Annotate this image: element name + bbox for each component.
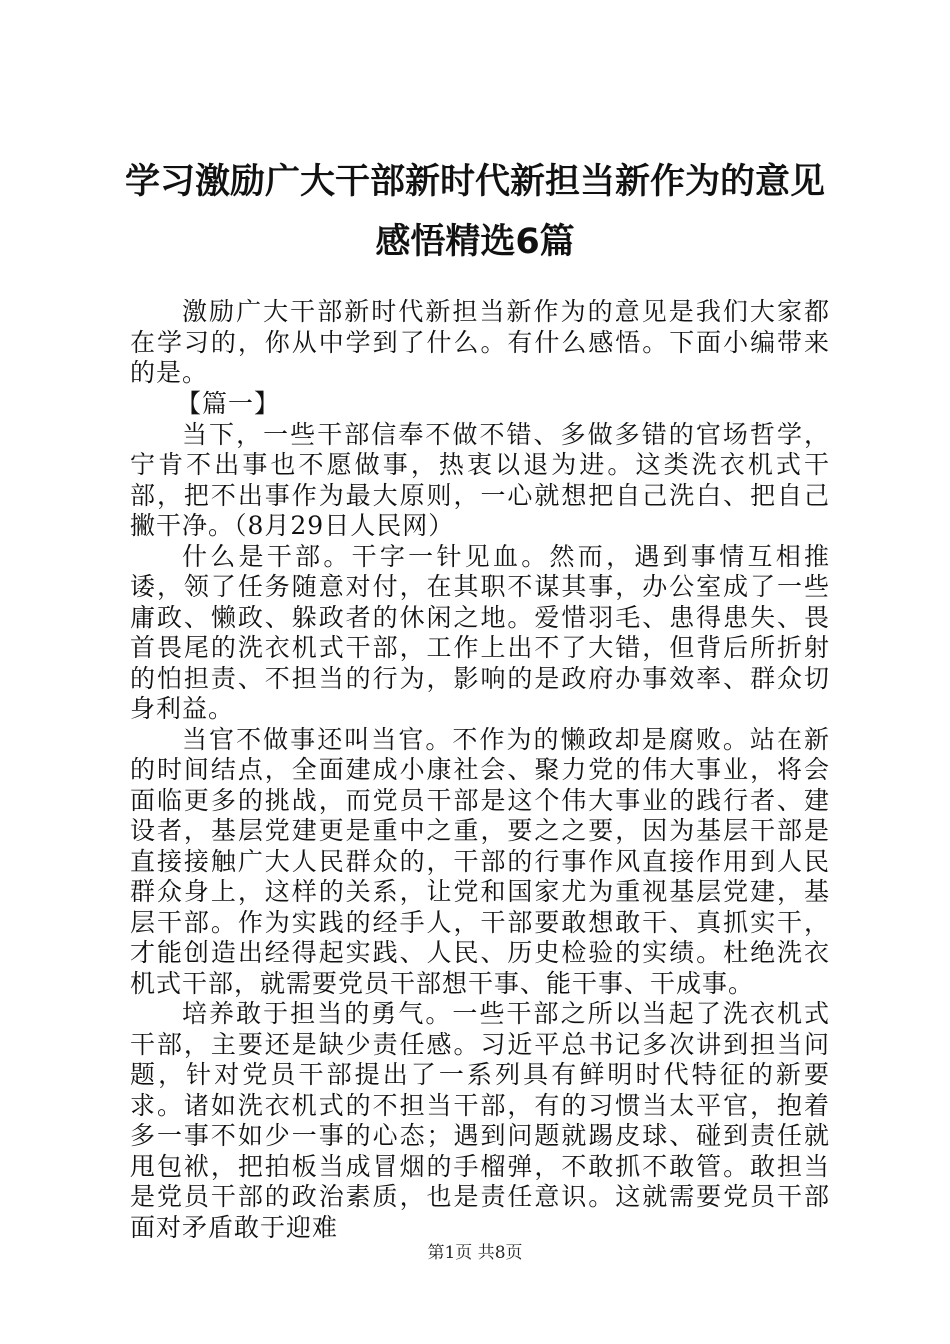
- body-paragraph: 什么是干部。干字一针见血。然而，遇到事情互相推诿，领了任务随意对付，在其职不谋其事，办公室成了一些庸政、懒政、躲政者的休闲之地。爱惜羽毛、患得患失、畏首畏尾的洗衣机式干部，工作上出不了大错，但背后所折射的怕担责、不担当的行为，影响的是政府办事效率、群众切身利益。: [130, 541, 830, 723]
- document-title-line-2: 感悟精选6篇: [375, 222, 575, 262]
- intro-paragraph: 激励广大干部新时代新担当新作为的意见是我们大家都在学习的，你从中学到了什么。有什么感悟。下面小编带来的是。: [130, 297, 830, 387]
- page-footer: [0, 1243, 950, 1263]
- body-paragraph: 培养敢于担当的勇气。一些干部之所以当起了洗衣机式干部，主要还是缺少责任感。习近平总书记多次讲到担当问题，针对党员干部提出了一系列具有鲜明时代特征的新要求。诸如洗衣机式的不担当干部，有的习惯当太平官，抱着多一事不如少一事的心态；遇到问题就踢皮球、碰到责任就甩包袱，把拍板当成冒烟的手榴弹，不敢抓不敢管。敢担当是党员干部的政治素质，也是责任意识。这就需要党员干部面对矛盾敢于迎难: [130, 999, 830, 1242]
- body-paragraph: 当下，一些干部信奉不做不错、多做多错的官场哲学，宁肯不出事也不愿做事，热衷以退为进。这类洗衣机式干部，把不出事作为最大原则，一心就想把自己洗白、把自己撇干净。（8月29日人民网）: [130, 419, 830, 540]
- document-title-line-1: 学习激励广大干部新时代新担当新作为的意见: [124, 162, 825, 202]
- page-number-label: 第1页 共8页: [427, 1243, 523, 1263]
- body-paragraph: 当官不做事还叫当官。不作为的懒政却是腐败。站在新的时间结点，全面建成小康社会、聚力党的伟大事业，将会面临更多的挑战，而党员干部是这个伟大事业的践行者、建设者，基层党建更是重中之重，要之之要，因为基层干部是直接接触广大人民群众的，干部的行事作风直接作用到人民群众身上，这样的关系，让党和国家尤为重视基层党建，基层干部。作为实践的经手人，干部要敢想敢干、真抓实干，才能创造出经得起实践、人民、历史检验的实绩。杜绝洗衣机式干部，就需要党员干部想干事、能干事、干成事。: [130, 724, 830, 998]
- intro-block: [130, 297, 830, 389]
- article-body: [130, 389, 830, 1243]
- section-heading: 【篇一】: [176, 389, 281, 418]
